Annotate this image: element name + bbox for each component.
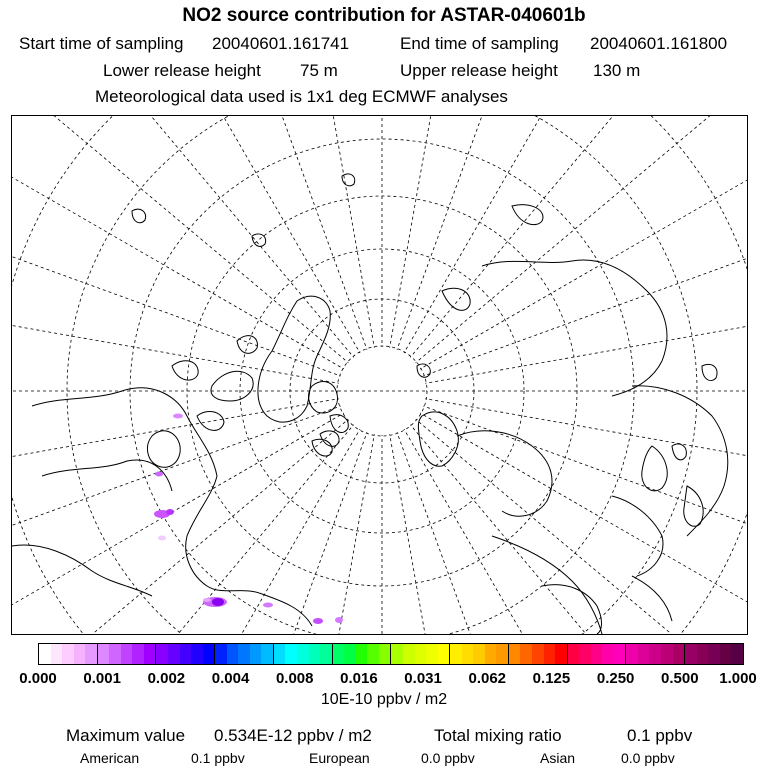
colorbar-segment bbox=[132, 644, 144, 664]
colorbar-segment bbox=[356, 644, 368, 664]
total-mixing-value: 0.1 ppbv bbox=[627, 726, 693, 745]
max-value-label: Maximum value bbox=[66, 726, 186, 745]
colorbar-tick-label: 0.008 bbox=[275, 670, 314, 687]
colorbar-segment bbox=[520, 644, 532, 664]
colorbar-segment bbox=[625, 644, 638, 664]
colorbar-segment bbox=[109, 644, 121, 664]
colorbar-segment bbox=[74, 644, 86, 664]
map-title: NO2 source contribution for ASTAR-040601b bbox=[182, 5, 586, 26]
colorbar-segment bbox=[85, 644, 97, 664]
colorbar-segment bbox=[614, 644, 626, 664]
colorbar-segment bbox=[227, 644, 239, 664]
colorbar-segment bbox=[168, 644, 180, 664]
colorbar-segment bbox=[285, 644, 297, 664]
colorbar-segment bbox=[214, 644, 227, 664]
max-value: 0.534E-12 ppbv / m2 bbox=[214, 726, 372, 745]
colorbar-segment bbox=[708, 644, 720, 664]
colorbar-segment bbox=[449, 644, 462, 664]
start-time-value: 20040601.161741 bbox=[212, 34, 350, 53]
end-time-value: 20040601.161800 bbox=[590, 34, 728, 53]
upper-height-label: Upper release height bbox=[400, 61, 558, 80]
colorbar-segment bbox=[309, 644, 321, 664]
colorbar-tick-label: 0.004 bbox=[211, 670, 250, 687]
colorbar-segment bbox=[567, 644, 580, 664]
colorbar-segment bbox=[555, 644, 567, 664]
polar-map bbox=[11, 115, 748, 635]
colorbar-tick-label: 0.002 bbox=[147, 670, 186, 687]
european-value: 0.0 ppbv bbox=[421, 750, 475, 766]
colorbar-segment bbox=[485, 644, 497, 664]
colorbar-segment bbox=[51, 644, 63, 664]
start-time-label: Start time of sampling bbox=[19, 34, 184, 53]
colorbar-tick-label: 0.125 bbox=[532, 670, 571, 687]
colorbar-tick-label: 0.031 bbox=[404, 670, 442, 687]
colorbar-segment bbox=[62, 644, 74, 664]
colorbar-segment bbox=[97, 644, 110, 664]
colorbar-segment bbox=[155, 644, 168, 664]
colorbar-segment bbox=[673, 644, 685, 664]
colorbar-segment bbox=[579, 644, 591, 664]
colorbar-tick-label: 0.001 bbox=[83, 670, 121, 687]
lower-height-label: Lower release height bbox=[103, 61, 261, 80]
asian-value: 0.0 ppbv bbox=[621, 750, 675, 766]
colorbar-segment bbox=[250, 644, 262, 664]
colorbar-segment bbox=[390, 644, 403, 664]
colorbar-segment bbox=[379, 644, 391, 664]
colorbar-segment bbox=[661, 644, 673, 664]
total-mixing-label: Total mixing ratio bbox=[434, 726, 562, 745]
colorbar-tick-label: 0.062 bbox=[468, 670, 507, 687]
colorbar-segment bbox=[403, 644, 415, 664]
colorbar-segment bbox=[39, 644, 51, 664]
colorbar-segment bbox=[462, 644, 474, 664]
asian-label: Asian bbox=[540, 750, 576, 766]
colorbar-segment bbox=[508, 644, 521, 664]
colorbar-segment bbox=[473, 644, 485, 664]
colorbar-segment bbox=[261, 644, 273, 664]
colorbar-segment bbox=[297, 644, 309, 664]
colorbar-segment bbox=[273, 644, 286, 664]
colorbar bbox=[38, 643, 744, 665]
colorbar-tick-label: 0.250 bbox=[596, 670, 635, 687]
met-data-text: Meteorological data used is 1x1 deg ECMWF analyses bbox=[95, 87, 508, 106]
american-value: 0.1 ppbv bbox=[191, 750, 245, 766]
colorbar-segment bbox=[532, 644, 544, 664]
colorbar-tick-label: 0.500 bbox=[661, 670, 699, 687]
colorbar-segment bbox=[638, 644, 650, 664]
colorbar-segment bbox=[731, 644, 743, 664]
colorbar-segment bbox=[496, 644, 508, 664]
colorbar-segment bbox=[649, 644, 661, 664]
colorbar-segment bbox=[544, 644, 556, 664]
colorbar-segment bbox=[332, 644, 345, 664]
colorbar-segment bbox=[144, 644, 156, 664]
colorbar-segment bbox=[684, 644, 697, 664]
no2-plume bbox=[154, 414, 343, 625]
colorbar-segment bbox=[697, 644, 709, 664]
map-canvas bbox=[12, 116, 747, 634]
colorbar-segment bbox=[426, 644, 438, 664]
american-label: American bbox=[80, 750, 140, 766]
colorbar-segment bbox=[320, 644, 332, 664]
colorbar-segment bbox=[367, 644, 379, 664]
colorbar-tick-label: 0.016 bbox=[340, 670, 378, 687]
colorbar-segment bbox=[591, 644, 603, 664]
colorbar-segment bbox=[180, 644, 192, 664]
colorbar-segment bbox=[438, 644, 450, 664]
colorbar-segment bbox=[344, 644, 356, 664]
colorbar-segment bbox=[121, 644, 133, 664]
colorbar-segment bbox=[415, 644, 427, 664]
colorbar-segment bbox=[720, 644, 732, 664]
end-time-label: End time of sampling bbox=[400, 34, 559, 53]
upper-height-value: 130 m bbox=[593, 61, 641, 80]
colorbar-unit: 10E-10 ppbv / m2 bbox=[320, 691, 448, 708]
colorbar-tick-label: 1.000 bbox=[719, 670, 757, 687]
european-label: European bbox=[309, 750, 370, 766]
colorbar-segment bbox=[203, 644, 215, 664]
colorbar-segment bbox=[191, 644, 203, 664]
colorbar-tick-label: 0.000 bbox=[19, 670, 57, 687]
colorbar-segment bbox=[602, 644, 614, 664]
lower-height-value: 75 m bbox=[300, 61, 338, 80]
colorbar-segment bbox=[238, 644, 250, 664]
